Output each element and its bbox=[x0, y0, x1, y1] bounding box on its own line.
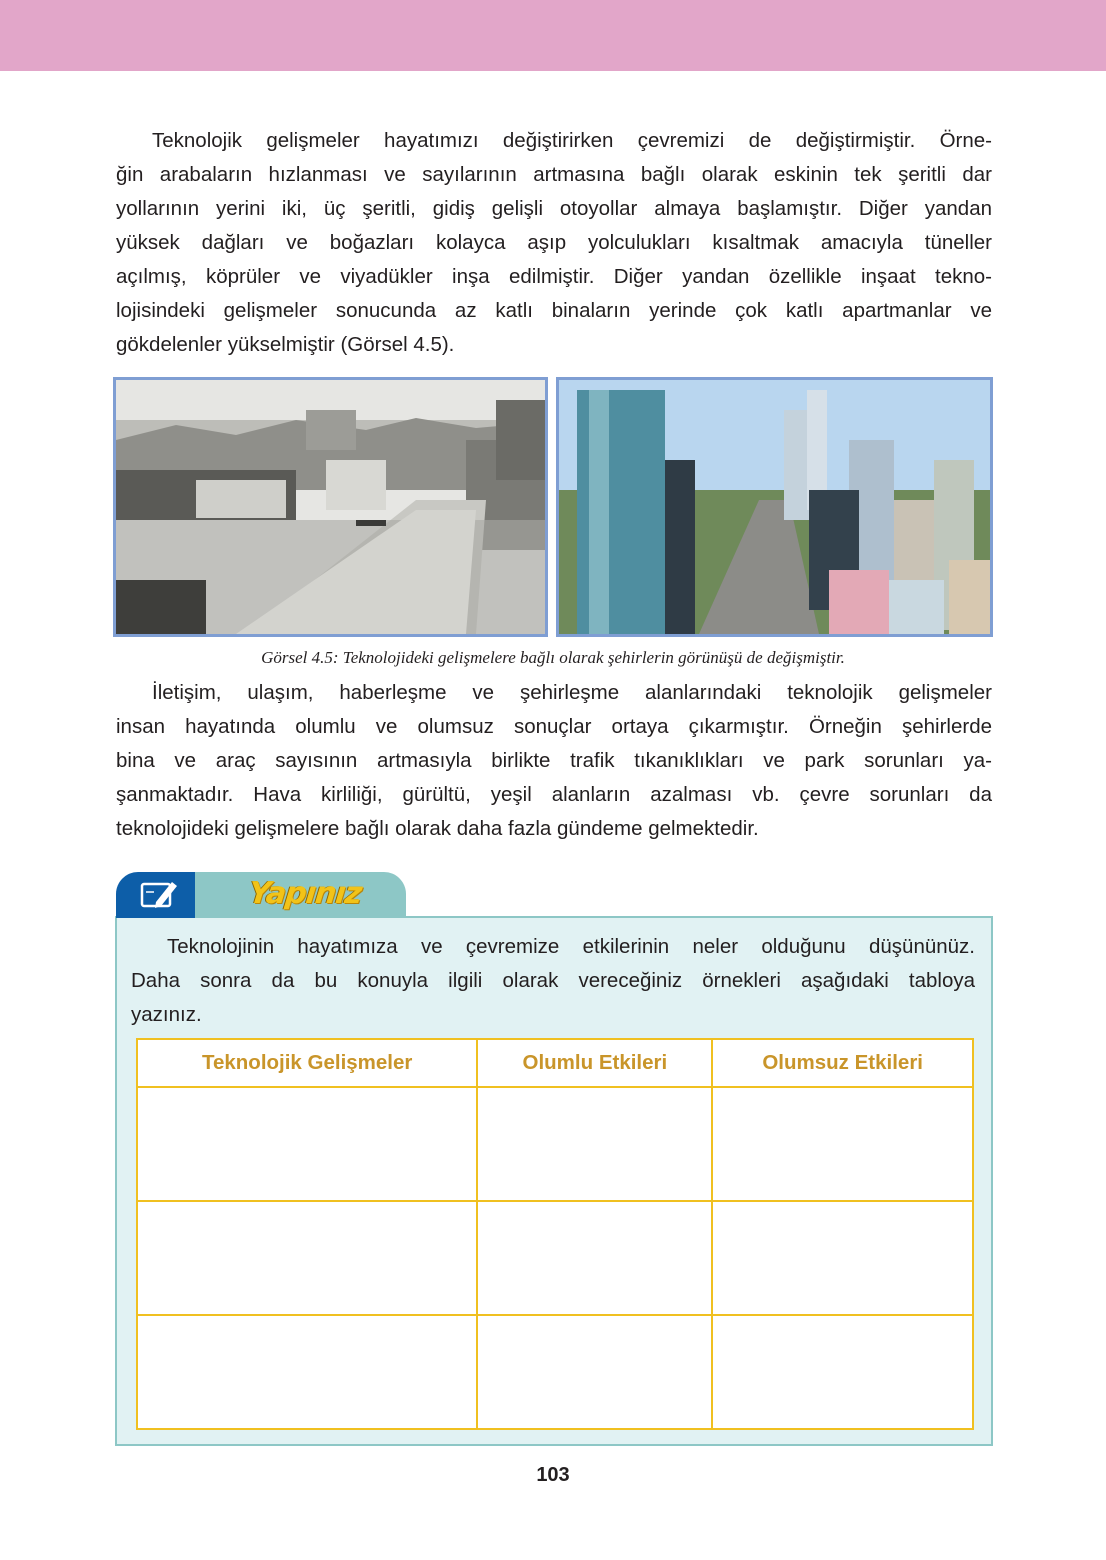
activity-instructions bbox=[131, 930, 975, 1032]
table-header-row bbox=[137, 1039, 973, 1087]
intro-paragraph bbox=[116, 124, 992, 362]
table-header-negative: Olumsuz Etkileri bbox=[712, 1039, 973, 1087]
table-row bbox=[137, 1087, 973, 1201]
table-header-developments: Teknolojik Gelişmeler bbox=[137, 1039, 477, 1087]
activity-line-2: Daha sonra da bu konuyla ilgili olarak vereceğiniz örnekleri aşağıdaki tabloya bbox=[131, 969, 975, 992]
top-color-band bbox=[0, 0, 1106, 71]
activity-line-1: Teknolojinin hayatımıza ve çevremize etkilerinin neler olduğunu düşününüz. bbox=[167, 935, 975, 958]
table-cell[interactable] bbox=[477, 1315, 712, 1429]
figure-caption: Görsel 4.5: Teknolojideki gelişmelere bağlı olarak şehirlerin görünüşü de değişmiştir. bbox=[261, 648, 845, 667]
table-cell[interactable] bbox=[712, 1315, 973, 1429]
effects-line-4: şanmaktadır. Hava kirliliği, gürültü, yeşil alanların azalması vb. çevre sorunları da bbox=[116, 783, 992, 806]
effects-line-1: İletişim, ulaşım, haberleşme ve şehirleşme alanlarındaki teknolojik gelişmeler bbox=[152, 681, 992, 704]
effects-line-5: teknolojideki gelişmelere bağlı olarak daha fazla gündeme gelmektedir. bbox=[116, 817, 759, 840]
modern-city-illustration bbox=[559, 380, 990, 634]
table-cell[interactable] bbox=[477, 1201, 712, 1315]
modern-city-photo bbox=[556, 377, 993, 637]
page-number: 103 bbox=[536, 1464, 570, 1486]
table-row bbox=[137, 1201, 973, 1315]
intro-line-3: yollarının yerini iki, üç şeritli, gidiş gelişli otoyollar almaya başlamıştır. Diğer yandan bbox=[116, 197, 992, 220]
intro-line-4: yüksek dağları ve boğazları kolayca aşıp yolculukları kısaltmak amacıyla tüneller bbox=[116, 231, 992, 254]
table-row bbox=[137, 1315, 973, 1429]
activity-line-3: yazınız. bbox=[131, 1003, 202, 1026]
intro-line-1: Teknolojik gelişmeler hayatımızı değiştirirken çevremizi de değiştirmiştir. Örne- bbox=[152, 129, 992, 152]
old-city-photo bbox=[113, 377, 548, 637]
effects-line-2: insan hayatında olumlu ve olumsuz sonuçlar ortaya çıkarmıştır. Örneğin şehirlerde bbox=[116, 715, 992, 738]
old-city-illustration bbox=[116, 380, 545, 634]
table-cell[interactable] bbox=[137, 1087, 477, 1201]
activity-icon-tab bbox=[116, 872, 202, 918]
table-cell[interactable] bbox=[137, 1315, 477, 1429]
table-cell[interactable] bbox=[137, 1201, 477, 1315]
effects-line-3: bina ve araç sayısının artmasıyla birlikte trafik tıkanıklıkları ve park sorunları ya- bbox=[116, 749, 992, 772]
effects-paragraph bbox=[116, 676, 992, 846]
table-header-positive: Olumlu Etkileri bbox=[477, 1039, 712, 1087]
intro-line-7: gökdelenler yükselmiştir (Görsel 4.5). bbox=[116, 333, 455, 356]
pencil-note-icon bbox=[116, 872, 202, 918]
intro-line-2: ğin arabaların hızlanması ve sayılarının artmasına bağlı olarak eskinin tek şeritli dar bbox=[116, 163, 992, 186]
table-cell[interactable] bbox=[712, 1087, 973, 1201]
activity-title-tab bbox=[195, 872, 406, 918]
intro-line-6: lojisindeki gelişmeler sonucunda az katlı binaların yerinde çok katlı apartmanlar ve bbox=[116, 299, 992, 322]
table-cell[interactable] bbox=[477, 1087, 712, 1201]
intro-line-5: açılmış, köprüler ve viyadükler inşa edilmiştir. Diğer yandan özellikle inşaat tekno- bbox=[116, 265, 992, 288]
table-cell[interactable] bbox=[712, 1201, 973, 1315]
activity-table bbox=[136, 1038, 974, 1430]
activity-title: Yapınız bbox=[247, 876, 364, 911]
